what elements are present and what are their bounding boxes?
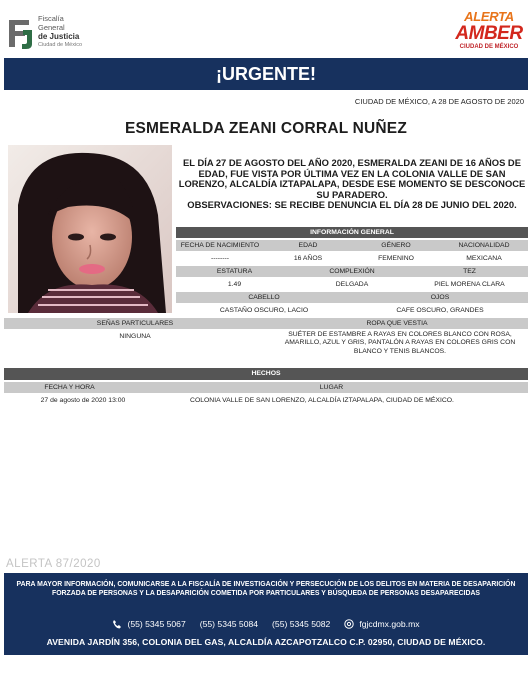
phone-3[interactable] bbox=[272, 619, 330, 629]
label-date-time: FECHA Y HORA bbox=[4, 382, 135, 393]
value-date-time: 27 de agosto de 2020 13:00 bbox=[40, 397, 126, 404]
fgj-logo bbox=[6, 14, 86, 58]
observations-text: OBSERVACIONES: SE RECIBE DENUNCIA EL DÍA 28 DE JUNIO DEL 2020. bbox=[187, 199, 517, 211]
info-value-row-2 bbox=[176, 279, 528, 290]
value-skin: PIEL MORENA CLARA bbox=[434, 281, 505, 288]
label-height: ESTATURA bbox=[176, 266, 293, 277]
amber-line2: AMBER bbox=[455, 23, 523, 44]
website-link[interactable] bbox=[344, 619, 419, 629]
label-eyes: OJOS bbox=[352, 292, 528, 303]
label-age: EDAD bbox=[264, 240, 352, 251]
value-height: 1.49 bbox=[227, 281, 242, 288]
phone-1[interactable] bbox=[112, 619, 185, 629]
value-eyes: CAFE OSCURO, GRANDES bbox=[396, 307, 484, 314]
info-value-row-1 bbox=[176, 253, 528, 264]
info-label-row-3 bbox=[176, 292, 528, 303]
footer-info-text: PARA MAYOR INFORMACIÓN, COMUNICARSE A LA FISCALÍA DE INVESTIGACIÓN Y PERSECUCIÓN DE LOS DELITOS EN MATERIA DE DESAPARICIÓN FORZADA DE PERSONAS Y LA DESAPARICIÓN COMETIDA POR PARTICULARES Y BÚSQUEDA DE PERSONAS DESAPARECIDAS bbox=[16, 581, 516, 597]
fgj-wordmark bbox=[38, 14, 82, 50]
value-marks: NINGUNA bbox=[119, 333, 151, 340]
fgj-line2: General bbox=[38, 23, 65, 32]
person-photo bbox=[8, 145, 172, 313]
info-label-row-1 bbox=[176, 240, 528, 251]
phone-3-text: (55) 5345 5082 bbox=[272, 619, 331, 629]
fgj-emblem-icon bbox=[6, 16, 36, 50]
website-text: fgjcdmx.gob.mx bbox=[359, 619, 420, 629]
date-line: CIUDAD DE MÉXICO, A 28 DE AGOSTO DE 2020 bbox=[354, 97, 524, 106]
value-hair: CASTAÑO OSCURO, LACIO bbox=[219, 307, 309, 314]
info-label-row-4 bbox=[4, 318, 528, 329]
label-birth: FECHA DE NACIMIENTO bbox=[176, 240, 264, 251]
fgj-line1: Fiscalía bbox=[38, 14, 64, 23]
person-name: ESMERALDA ZEANI CORRAL NUÑEZ bbox=[124, 120, 408, 137]
description-text: EL DÍA 27 DE AGOSTO DEL AÑO 2020, ESMERALDA ZEANI DE 16 AÑOS DE EDAD, FUE VISTA POR ÚLTIMA VEZ EN LA COLONIA VALLE DE SAN LORENZO, ALCALDÍA IZTAPALAPA, DESDE ESE MOMENTO SE DESCONOCE SU PARADERO. bbox=[178, 157, 526, 200]
label-gender: GÉNERO bbox=[352, 240, 440, 251]
alerta-amber-logo bbox=[452, 10, 526, 56]
value-gender: FEMENINO bbox=[378, 255, 414, 262]
urgent-banner: ¡URGENTE! bbox=[4, 58, 528, 90]
description-block bbox=[178, 158, 526, 211]
hechos-value-row bbox=[4, 395, 528, 406]
alert-number: ALERTA 87/2020 bbox=[6, 558, 101, 570]
label-clothing: ROPA QUE VESTIA bbox=[266, 318, 528, 329]
value-age: 16 AÑOS bbox=[293, 255, 323, 262]
phone-icon bbox=[112, 619, 122, 629]
hechos-header: HECHOS bbox=[4, 368, 528, 380]
info-value-row-3 bbox=[176, 305, 528, 316]
fgj-line3: de Justicia bbox=[38, 32, 80, 41]
fgj-line4: Ciudad de México bbox=[38, 42, 83, 48]
amber-line1: ALERTA bbox=[464, 9, 514, 24]
contact-row bbox=[4, 617, 528, 631]
label-build: COMPLEXIÓN bbox=[293, 266, 411, 277]
value-birth: -------- bbox=[210, 255, 230, 262]
phone-2[interactable] bbox=[200, 619, 258, 629]
contact-footer bbox=[4, 573, 528, 655]
label-marks: SEÑAS PARTICULARES bbox=[4, 318, 266, 329]
label-place: LUGAR bbox=[135, 382, 528, 393]
phone-2-text: (55) 5345 5084 bbox=[199, 619, 259, 629]
info-label-row-2 bbox=[176, 266, 528, 277]
value-build: DELGADA bbox=[335, 281, 369, 288]
label-nationality: NACIONALIDAD bbox=[440, 240, 528, 251]
info-general-header: INFORMACIÓN GENERAL bbox=[176, 227, 528, 238]
amber-line3: CIUDAD DE MÉXICO bbox=[459, 44, 519, 50]
photo-illustration bbox=[8, 145, 172, 313]
value-clothing: SUÉTER DE ESTAMBRE A RAYAS EN COLORES BLANCO CON ROSA, AMARILLO, AZUL Y GRIS, PANTALÓN A RAYAS EN COLORES GRIS CON BLANCO Y TENIS BLANCOS. bbox=[284, 331, 516, 355]
label-skin: TEZ bbox=[411, 266, 528, 277]
value-place: COLONIA VALLE DE SAN LORENZO, ALCALDÍA IZTAPALAPA, CIUDAD DE MÉXICO. bbox=[190, 397, 454, 404]
footer-address: AVENIDA JARDÍN 356, COLONIA DEL GAS, ALCALDÍA AZCAPOTZALCO C.P. 02950, CIUDAD DE MÉXICO. bbox=[46, 637, 486, 647]
hechos-label-row bbox=[4, 382, 528, 393]
phone-1-text: (55) 5345 5067 bbox=[127, 619, 186, 629]
label-hair: CABELLO bbox=[176, 292, 352, 303]
at-icon bbox=[344, 619, 354, 629]
value-nationality: MEXICANA bbox=[466, 255, 502, 262]
